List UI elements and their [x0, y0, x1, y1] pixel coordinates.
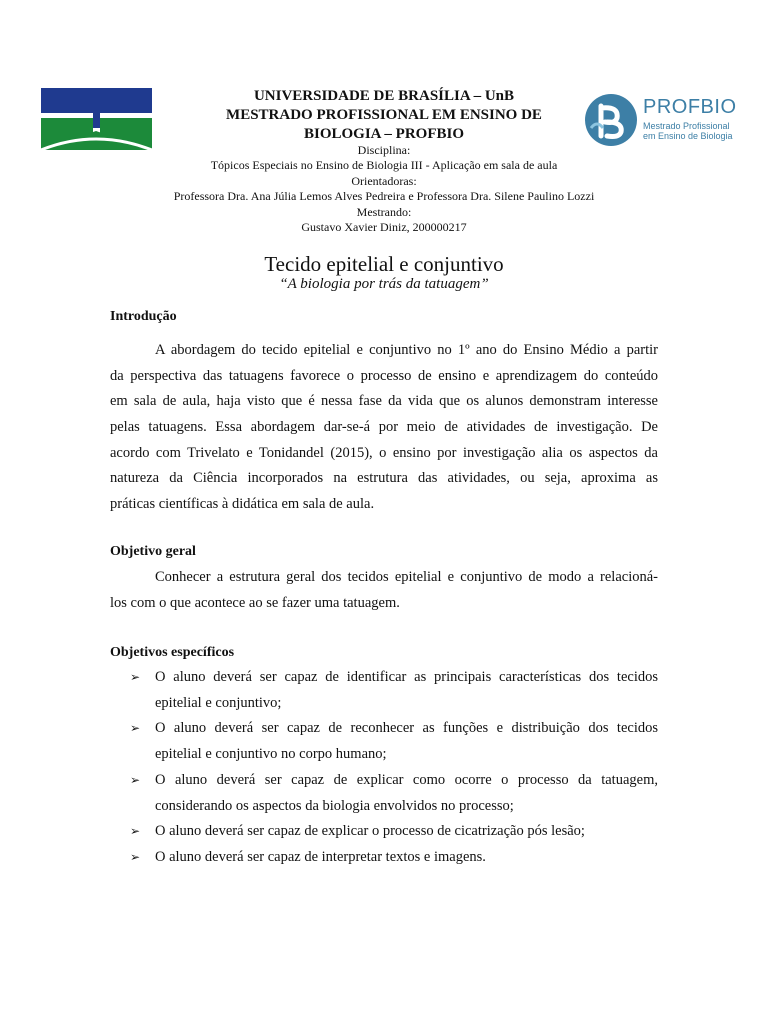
header-disciplina: Tópicos Especiais no Ensino de Biologia III - Aplicação em sala de aula — [210, 158, 558, 172]
list-item-text: considerando os aspectos da biologia envolvidos no processo; — [155, 797, 514, 814]
header-mestrando-label: Mestrando: — [356, 205, 412, 219]
list-item-text: O aluno deverá ser capaz de reconhecer as funções e distribuição dos tecidos — [155, 720, 658, 737]
objetivo-geral-line: Conhecer a estrutura geral dos tecidos epitelial e conjuntivo de modo a relacioná- — [155, 569, 658, 585]
list-item — [130, 819, 658, 845]
intro-line: natureza da Ciência incorporados na estrutura das atividades, ou seja, aproxima as — [110, 470, 658, 487]
intro-heading: Introdução — [110, 309, 177, 324]
intro-line: em sala de aula, haja visto que é nessa fase da vida que os alunos demonstram interesse — [110, 393, 658, 410]
list-item — [130, 845, 658, 871]
unb-logo-icon — [41, 88, 152, 150]
profbio-title: PROFBIO — [643, 96, 737, 118]
list-item-text: O aluno deverá ser capaz de interpretar textos e imagens. — [155, 848, 486, 865]
list-item-text: O aluno deverá ser capaz de identificar as principais características dos tecidos — [155, 669, 658, 685]
list-item — [130, 716, 658, 767]
document-title: Tecido epitelial e conjuntivo — [264, 252, 504, 276]
header-orientadoras-label: Orientadoras: — [351, 174, 417, 188]
objetivos-especificos-heading: Objetivos específicos — [110, 645, 235, 660]
intro-line: A abordagem do tecido epitelial e conjuntivo no 1º ano do Ensino Médio a partir — [155, 342, 658, 358]
header-orientadoras: Professora Dra. Ana Júlia Lemos Alves Pedreira e Professora Dra. Silene Paulino Lozzi — [173, 189, 595, 203]
arrow-bullet-icon: ➢ — [130, 721, 141, 736]
list-item-text: epitelial e conjuntivo; — [155, 694, 282, 711]
list-item-text: O aluno deverá ser capaz de explicar o processo de cicatrização pós lesão; — [155, 823, 585, 840]
intro-paragraph — [110, 338, 658, 518]
intro-line: acordo com Trivelato e Tonidandel (2015), o ensino por investigação alia os aspectos da — [110, 444, 658, 461]
header-program: MESTRADO PROFISSIONAL EM ENSINO DE — [226, 107, 542, 123]
header-program-2: BIOLOGIA – PROFBIO — [303, 126, 465, 142]
list-item — [130, 665, 658, 716]
document-subtitle: “A biologia por trás da tatuagem” — [279, 276, 489, 292]
list-item — [130, 768, 658, 819]
arrow-bullet-icon: ➢ — [130, 772, 141, 787]
objetivos-list — [130, 665, 658, 871]
objetivo-geral-paragraph — [110, 565, 658, 616]
arrow-bullet-icon: ➢ — [130, 824, 141, 839]
arrow-bullet-icon: ➢ — [130, 670, 141, 684]
objetivo-geral-heading: Objetivo geral — [110, 544, 196, 559]
header-university: UNIVERSIDADE DE BRASÍLIA – UnB — [253, 88, 515, 104]
intro-line: da perspectiva das tatuagens favorece o processo de ensino e aprendizagem do conteúdo — [110, 367, 658, 384]
intro-line: pelas tatuagens. Essa abordagem dar-se-á por meio de atividades de investigação. De — [110, 419, 658, 436]
intro-line: práticas científicas à didática em sala de aula. — [110, 496, 375, 513]
arrow-bullet-icon: ➢ — [130, 849, 141, 864]
header-disciplina-label: Disciplina: — [357, 143, 411, 157]
profbio-subtitle-1: Mestrado Profissional — [643, 121, 730, 131]
profbio-subtitle-2: em Ensino de Biologia — [643, 131, 733, 141]
list-item-text: O aluno deverá ser capaz de explicar como ocorre o processo da tatuagem, — [155, 771, 658, 788]
list-item-text: epitelial e conjuntivo no corpo humano; — [155, 746, 387, 763]
header-mestrando: Gustavo Xavier Diniz, 200000217 — [301, 220, 467, 234]
objetivo-geral-line: los com o que acontece ao se fazer uma tatuagem. — [110, 594, 400, 611]
